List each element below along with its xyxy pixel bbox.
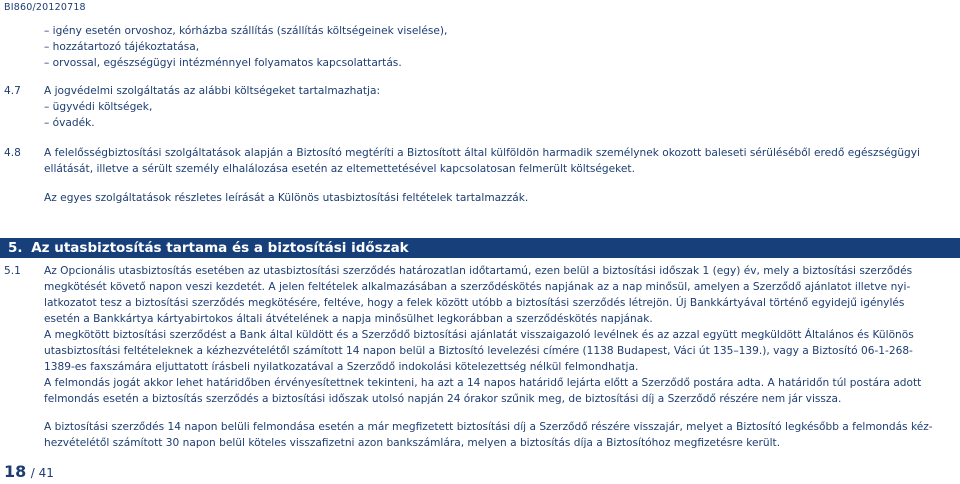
- paragraph-line: A megkötött biztosítási szerződést a Bank által küldött és a Szerződő biztosítási ajánlatát visszaigazoló levélnek és az azzal együtt megküldött Általános és Különös: [44, 329, 914, 341]
- paragraph-line: Az Opcionális utasbiztosítás esetében az utasbiztosítási szerződés határozatlan időtartamú, ezen belül a biztosítási időszak 1 (egy) év, mely a biztosítási szerződés: [44, 265, 913, 277]
- paragraph-line: A felelősségbiztosítási szolgáltatások alapján a Biztosító megtéríti a Biztosított által külföldön harmadik személynek okozott baleseti sérüléséből eredő egészségügyi: [44, 147, 920, 159]
- paragraph-line: felmondás esetén a biztosítás szerződés a biztosítási időszak utolsó napján 24 órakor szűnik meg, de biztosítási díj a Szerződő részére nem jár vissza.: [44, 393, 842, 405]
- paragraph-line: A biztosítási szerződés 14 napon belüli felmondása esetén a már megfizetett biztosítási díj a Szerződő részére visszajár, melyet a Biztosító legkésőbb a felmondás kéz-: [44, 421, 933, 433]
- section-title-text: Az utasbiztosítás tartama és a biztosítási időszak: [31, 240, 409, 256]
- list-item: – óvadék.: [44, 117, 95, 129]
- paragraph-line: hezvételétől számított 30 napon belül köteles visszafizetni azon bankszámlára, melyen a biztosítás díja a Biztosítóhoz megfizetésre került.: [44, 437, 781, 449]
- list-item: – igény esetén orvoshoz, kórházba szállítás (szállítás költségeinek viselése),: [44, 25, 448, 37]
- paragraph-line: A felmondás jogát akkor lehet határidőben érvényesítettnek tekinteni, ha azt a 14 napos határidő lejárta előtt a Szerződő postára adta. A határidőn túl postára adott: [44, 377, 922, 389]
- paragraph-line: 1389-es faxszámára eljuttatott írásbeli nyilatkozatával a Szerződő indokolási kötelezettség nélkül felmondhatja.: [44, 361, 639, 373]
- section-number: 4.7: [4, 85, 21, 97]
- section-heading-text: A jogvédelmi szolgáltatás az alábbi költségeket tartalmazhatja:: [44, 85, 381, 97]
- document-code: BI860/20120718: [4, 2, 86, 13]
- list-item: – orvossal, egészségügyi intézménnyel folyamatos kapcsolattartás.: [44, 57, 402, 69]
- list-item: – ügyvédi költségek,: [44, 101, 153, 113]
- paragraph-line: megkötését követő napon veszi kezdetét. A jelen feltételek alkalmazásában a szerződéskötés napjának az a nap minősül, amelyen a Szerződő ajánlatot illetve nyi-: [44, 281, 911, 293]
- section-number: 5.1: [4, 265, 21, 277]
- paragraph-line: latkozatot tesz a biztosítási szerződés megkötésére, feltéve, hogy a felek között utóbb a biztosítási szerződés létrejön. Új Bankkártyával történő egyidejű igénylés: [44, 297, 905, 309]
- page-number: [4, 462, 54, 481]
- paragraph-line: utasbiztosítási feltételeknek a kézhezvételétől számított 14 napon belül a Biztosító levelezési címére (1138 Budapest, Váci út 135–139.), vagy a Biztosító 06-1-268-: [44, 345, 913, 357]
- current-page: 18: [4, 462, 27, 481]
- total-pages: / 41: [30, 466, 54, 480]
- list-item: – hozzátartozó tájékoztatása,: [44, 41, 200, 53]
- section-title: [8, 240, 409, 256]
- paragraph-note: Az egyes szolgáltatások részletes leírását a Különös utasbiztosítási feltételek tartalmazzák.: [44, 192, 529, 204]
- paragraph-line: esetén a Bankkártya kártyabirtokos általi átvételének a napja minősülhet legkorábban a szerződéskötés napjának.: [44, 313, 653, 325]
- paragraph-line: ellátását, illetve a sérült személy elhalálozása esetén az eltemettetésével kapcsolatosan felmerült költségeket.: [44, 163, 635, 175]
- section-title-number: 5.: [8, 240, 23, 256]
- section-number: 4.8: [4, 147, 21, 159]
